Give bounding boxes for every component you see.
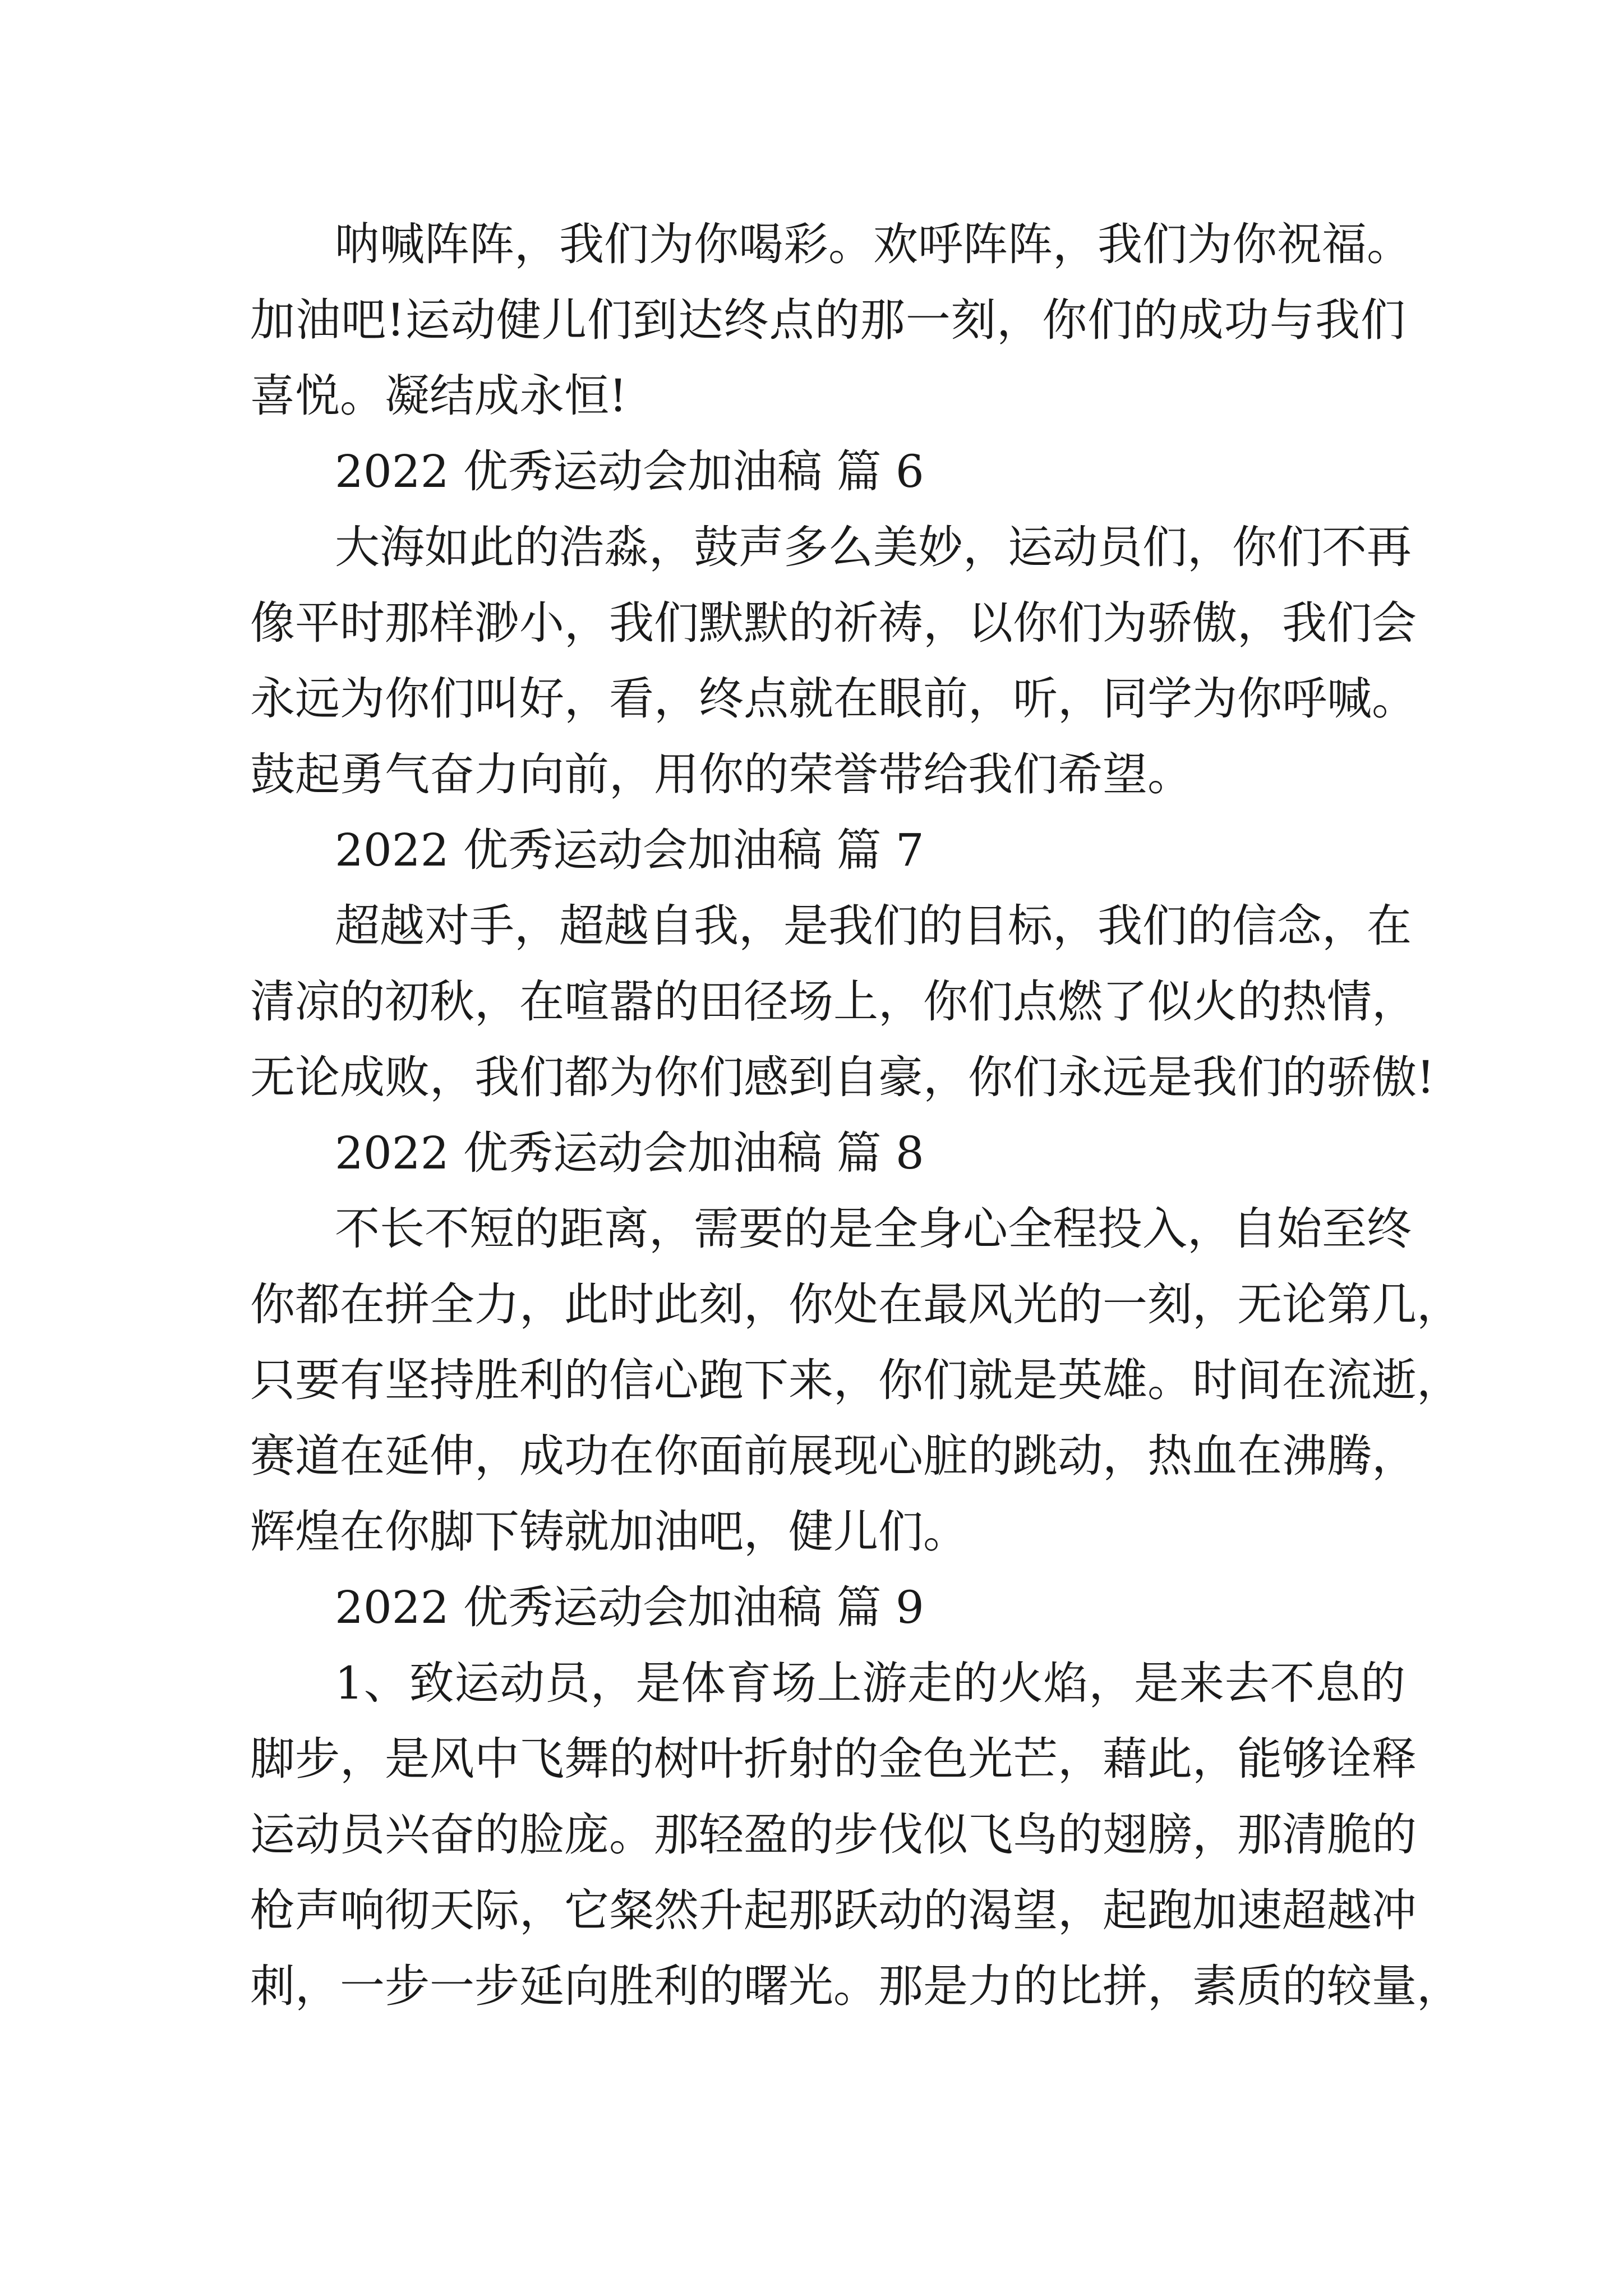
paragraph-line: 喜悦。凝结成永恒!: [250, 370, 628, 422]
paragraph-line: 只要有坚持胜利的信心跑下来，你们就是英雄。时间在流逝，: [250, 1354, 1461, 1406]
paragraph-line: 1、致运动员，是体育场上游走的火焰，是来去不息的: [335, 1657, 1405, 1709]
paragraph-line: 枪声响彻天际，它粲然升起那跃动的渴望，起跑加速超越冲: [250, 1884, 1417, 1936]
section-heading: 2022 优秀运动会加油稿 篇 9: [335, 1581, 924, 1634]
paragraph-line: 加油吧!运动健儿们到达终点的那一刻，你们的成功与我们: [250, 294, 1405, 346]
paragraph-line: 清凉的初秋，在喧嚣的田径场上，你们点燃了似火的热情，: [250, 976, 1417, 1028]
section-heading: 2022 优秀运动会加油稿 篇 6: [335, 445, 924, 498]
paragraph-line: 运动员兴奋的脸庞。那轻盈的步伐似飞鸟的翅膀，那清脆的: [250, 1809, 1417, 1861]
paragraph-line: 大海如此的浩淼，鼓声多么美妙，运动员们，你们不再: [335, 521, 1412, 573]
paragraph-line: 刺，一步一步延向胜利的曙光。那是力的比拼，素质的较量，: [250, 1960, 1461, 2012]
paragraph-line: 赛道在延伸，成功在你面前展现心脏的跳动，热血在沸腾，: [250, 1430, 1417, 1482]
section-heading: 2022 优秀运动会加油稿 篇 7: [335, 824, 924, 876]
paragraph-line: 呐喊阵阵，我们为你喝彩。欢呼阵阵，我们为你祝福。: [335, 218, 1412, 270]
paragraph-line: 无论成败，我们都为你们感到自豪，你们永远是我们的骄傲!: [250, 1051, 1435, 1103]
paragraph-line: 像平时那样渺小，我们默默的祈祷，以你们为骄傲，我们会: [250, 597, 1417, 649]
paragraph-line: 你都在拼全力，此时此刻，你处在最风光的一刻，无论第几，: [250, 1278, 1461, 1331]
paragraph-line: 鼓起勇气奋力向前，用你的荣誉带给我们希望。: [250, 748, 1192, 800]
paragraph-line: 永远为你们叫好，看，终点就在眼前，听，同学为你呼喊。: [250, 673, 1417, 725]
paragraph-line: 辉煌在你脚下铸就加油吧，健儿们。: [250, 1506, 968, 1558]
section-heading: 2022 优秀运动会加油稿 篇 8: [335, 1127, 924, 1179]
paragraph-line: 脚步，是风中飞舞的树叶折射的金色光芒，藉此，能够诠释: [250, 1733, 1417, 1785]
paragraph-line: 超越对手，超越自我，是我们的目标，我们的信念，在: [335, 900, 1412, 952]
paragraph-line: 不长不短的距离，需要的是全身心全程投入，自始至终: [335, 1203, 1412, 1255]
